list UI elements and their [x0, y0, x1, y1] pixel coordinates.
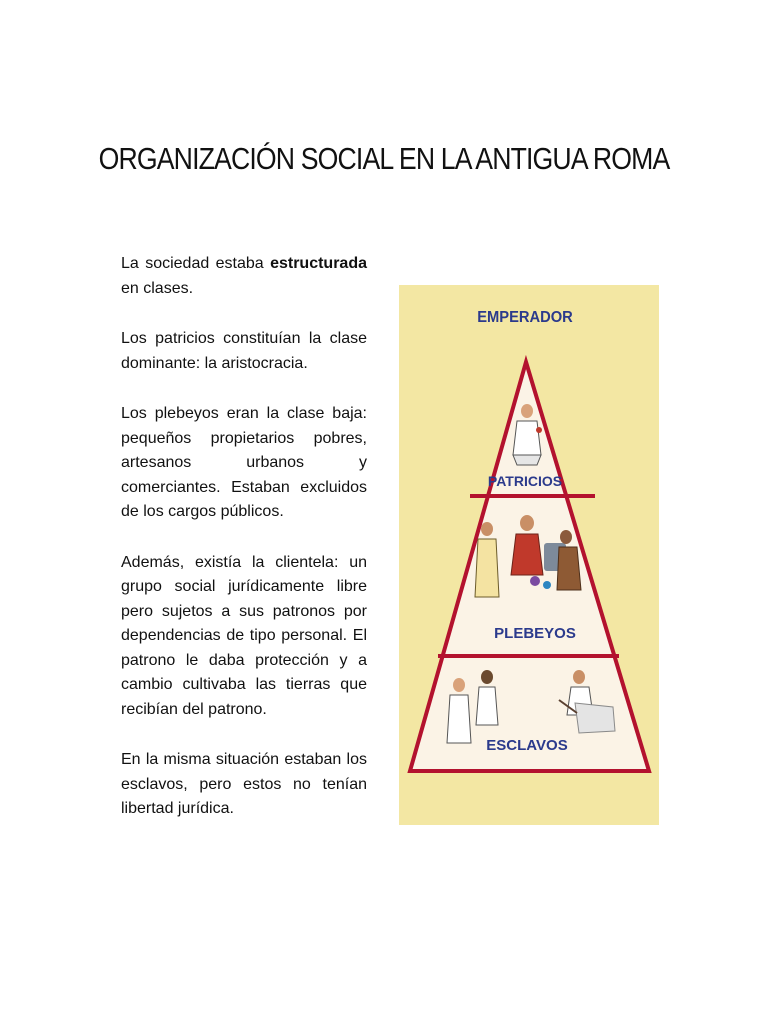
bold-term: estructurada: [270, 255, 367, 272]
label-plebeyos: PLEBEYOS: [494, 625, 576, 642]
paragraph-2: Los patricios constituían la clase dominante: la aristocracia.: [121, 330, 367, 372]
paragraph-5: En la misma situación estaban los esclavos, pero estos no tenían libertad jurídica.: [121, 751, 367, 817]
label-emperador: EMPERADOR: [477, 308, 573, 327]
body-text: [121, 252, 367, 848]
paragraph-4: Además, existía la clientela: un grupo social jurídicamente libre pero sujetos a sus patronos por dependencias de tipo personal. El patrono le daba protección y a cambio cultivaba las tierras que recibían del patrono.: [121, 553, 367, 718]
page-title: ORGANIZACIÓN SOCIAL EN LA ANTIGUA ROMA: [98, 141, 670, 176]
label-esclavos: ESCLAVOS: [486, 737, 568, 754]
paragraph-3: Los plebeyos eran la clase baja: pequeños propietarios pobres, artesanos urbanos y comerciantes. Estaban excluidos de los cargos públicos.: [121, 405, 367, 520]
pyramid-diagram: [399, 285, 659, 825]
social-pyramid-figure: [399, 285, 659, 825]
paragraph-1: La sociedad estaba estructurada en clases.: [121, 255, 367, 297]
label-patricios: PATRICIOS: [487, 473, 563, 489]
